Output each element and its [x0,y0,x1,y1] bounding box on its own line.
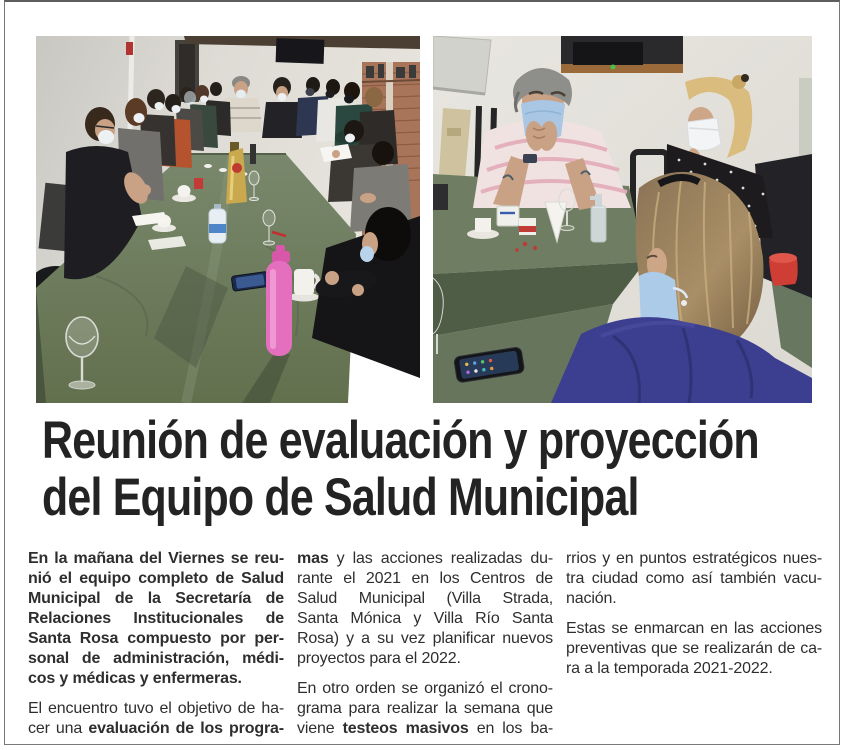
paragraph: rrios y en puntos estratégicos nues- tra ciudad como así también vacu- nación. [566,550,822,607]
red-cup [769,253,798,286]
wristwatch [523,154,537,163]
fire-alarm [126,42,133,55]
paragraph: Estas se enmarcan en las acciones preventivas que se realizarán de ca- ra a la temporada 2021-2022. [566,620,822,677]
photo-left-illustration [36,36,420,403]
photo-participants-closeup [433,36,812,403]
body-column-2 [297,549,553,739]
body-column-3 [566,549,822,739]
wall-tv [276,38,325,64]
photo-meeting-long-table [36,36,420,403]
headline-line-1: Reunión de evaluación y proyección [42,411,759,470]
article-body [28,549,822,739]
photo-right-illustration [433,36,812,403]
headline [42,412,842,526]
white-kn95-mask [687,118,721,151]
audio-equipment [573,42,643,65]
paragraph: El encuentro tuvo el objetivo de ha- cer una evaluación de los progra- [28,700,284,737]
earring [681,300,687,306]
blue-mask [360,246,374,262]
body-column-1 [28,549,284,739]
laptop-edge [433,184,448,210]
lead-paragraph: En la mañana del Viernes se reu- nió el equipo completo de Salud Municipal de la Secretaría de Relaciones Institucionales de Santa Rosa compuesto por per- sonal de administración, médi- cos y médicas y enfermeras. [28,550,284,687]
water-bottle [209,204,226,243]
hair-tie [741,74,749,82]
paragraph: mas y las acciones realizadas du- rante el 2021 en los Centros de Salud Municipal (Villa Strada, Santa Mónica y Villa Río Santa Rosa) y a su vez planificar nuevos proyectos para el 2022. [297,550,553,667]
tea-box [194,178,203,189]
paragraph: En otro orden se organizó el crono- grama para realizar la semana que viene testeos masivos en los ba- [297,680,554,737]
headline-line-2: del Equipo de Salud Municipal [42,468,639,527]
wall-niche-speaker [561,36,683,73]
napkin-holder [497,206,519,226]
whiteboard [433,36,491,94]
face-shield [184,91,196,105]
